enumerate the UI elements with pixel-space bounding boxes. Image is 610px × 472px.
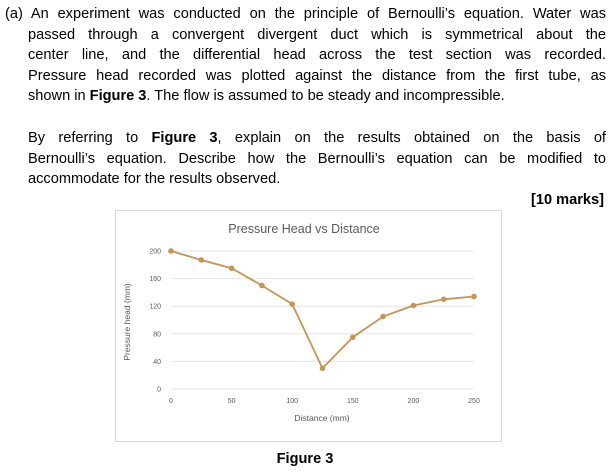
x-tick-label: 50 — [227, 398, 236, 405]
data-point — [471, 294, 477, 300]
tick-labels — [149, 249, 480, 406]
x-tick-label: 0 — [169, 398, 173, 405]
question-text-span: shown in — [28, 88, 90, 105]
series-line — [171, 251, 474, 368]
data-point — [350, 334, 356, 340]
data-point — [259, 283, 265, 289]
instruction-line: Bernoulli’s equation. Describe how the Bernoulli’s equation can be modified to — [28, 150, 606, 167]
question-line — [5, 4, 606, 25]
data-point — [199, 257, 205, 263]
series-layer — [168, 248, 477, 371]
y-tick-label: 200 — [149, 248, 161, 256]
pressure-head-chart — [116, 211, 501, 441]
y-axis-label: Pressure head (mm) — [122, 283, 132, 361]
chart-title: Pressure Head vs Distance — [228, 222, 380, 236]
question-line — [5, 86, 606, 107]
chart-frame — [115, 210, 502, 442]
data-point — [380, 314, 386, 320]
y-tick-label: 40 — [153, 358, 161, 366]
y-tick-label: 160 — [149, 276, 161, 284]
x-axis-label: Distance (mm) — [294, 413, 350, 423]
y-tick-label: 0 — [157, 386, 161, 394]
instruction-text-span: , explain on the results obtained on the basis of — [217, 129, 606, 146]
question-line: passed through a convergent divergent duct which is symmetrical about the — [28, 26, 606, 43]
data-point — [289, 301, 295, 307]
question-text-span: . The flow is assumed to be steady and incompressible. — [146, 88, 505, 105]
question-line: Pressure head recorded was plotted against the distance from the first tube, as — [28, 67, 606, 84]
y-tick-label: 120 — [149, 303, 161, 311]
instruction-text-span: By referring to — [28, 129, 152, 146]
x-tick-label: 250 — [468, 398, 480, 405]
figure-caption: Figure 3 — [276, 451, 334, 467]
figure-reference: Figure 3 — [151, 129, 218, 146]
data-point — [168, 248, 174, 254]
x-tick-label: 150 — [346, 398, 359, 405]
data-point — [441, 297, 447, 303]
x-tick-label: 200 — [407, 398, 420, 405]
figure-reference: Figure 3 — [89, 88, 147, 105]
data-point — [229, 265, 235, 271]
question-line-text: (a) An experiment was conducted on the principle of Bernoulli’s equation. Water was — [5, 6, 606, 22]
y-tick-label: 80 — [153, 331, 161, 339]
data-point — [320, 366, 326, 372]
question-text — [5, 4, 606, 190]
question-line: center line, and the differential head across the test section was recorded. — [28, 47, 606, 64]
marks-label: [10 marks] — [530, 192, 604, 208]
instruction-line — [5, 128, 606, 149]
instruction-line: accommodate for the results observed. — [28, 171, 281, 188]
data-point — [411, 303, 417, 309]
x-tick-label: 100 — [286, 398, 299, 405]
